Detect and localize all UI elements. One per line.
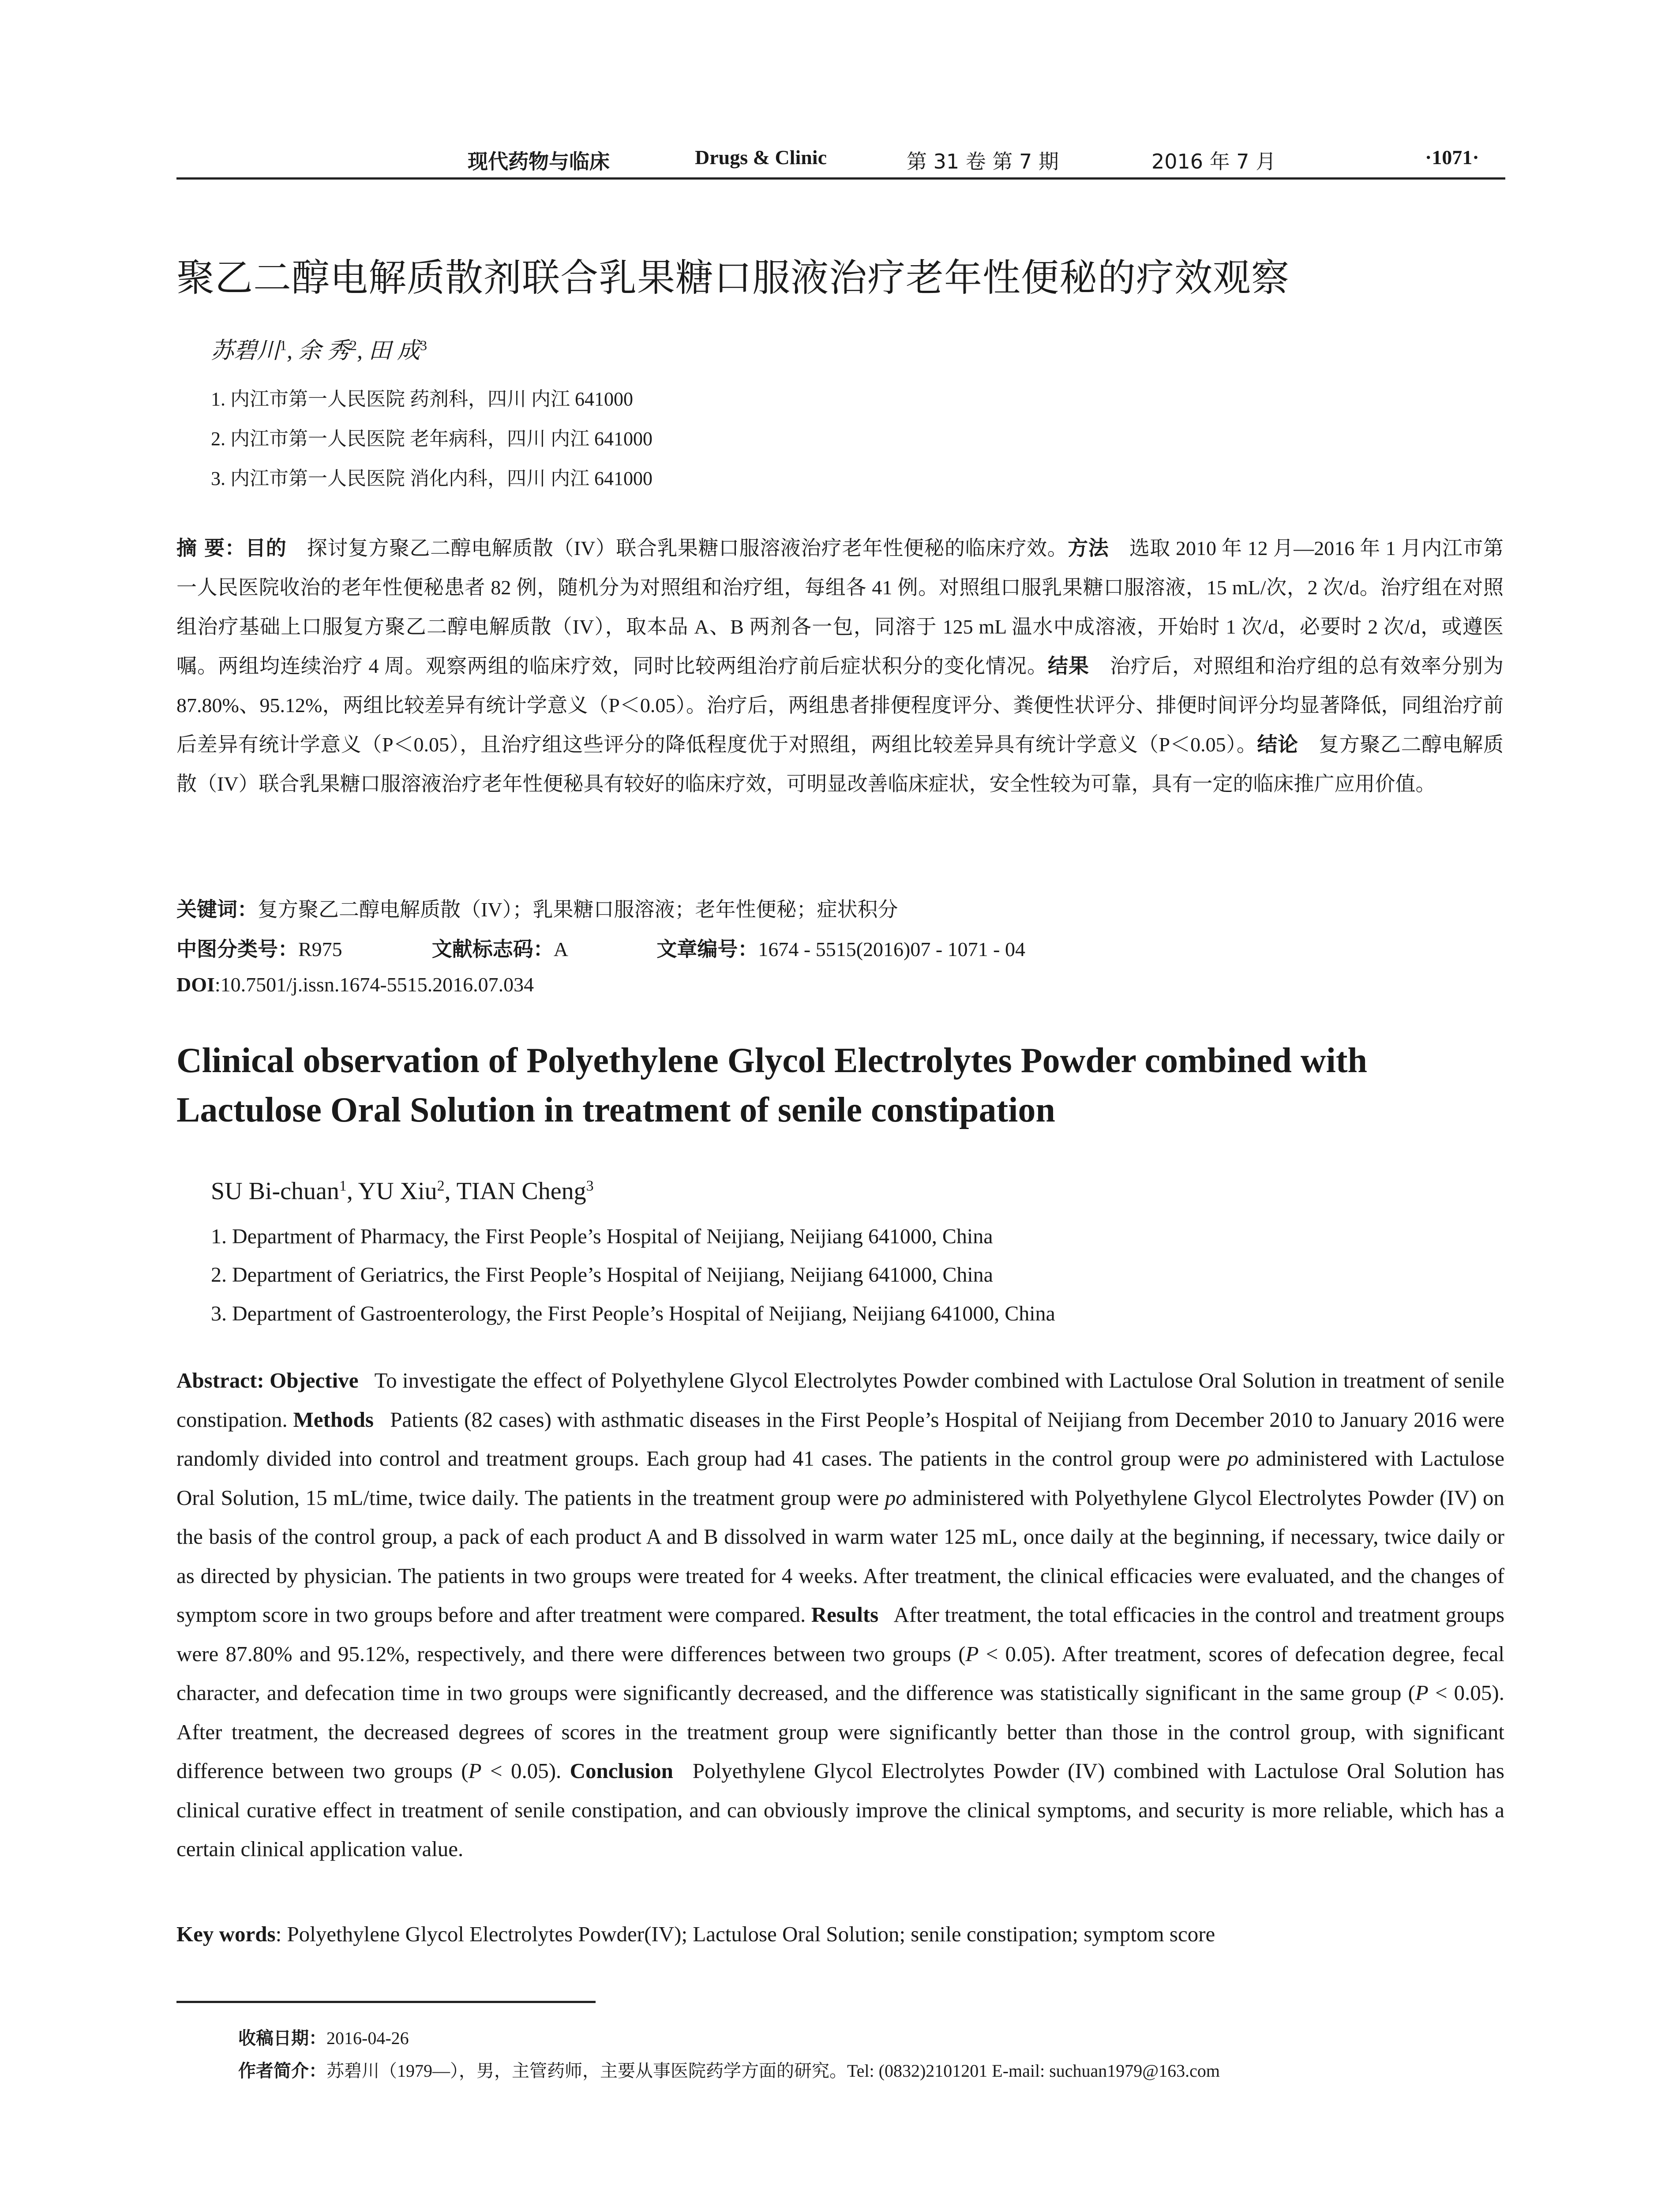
cn-conclusion-text: 复方聚乙二醇电解质散（IV）联合乳果糖口服溶液治疗老年性便秘具有较好的临床疗效，可明显改善临床症状，安全性较为可靠，具有一定的临床推广应用价值。 xyxy=(176,733,1504,795)
cn-objective-label: 目的 xyxy=(245,536,287,560)
cn-doi xyxy=(176,973,534,996)
en-author-sup: 3 xyxy=(586,1178,594,1194)
cn-title: 聚乙二醇电解质散剂联合乳果糖口服液治疗老年性便秘的疗效观察 xyxy=(176,256,1290,300)
en-keywords xyxy=(176,1921,1215,1947)
footnote-received-label: 收稿日期： xyxy=(238,2028,326,2048)
en-affiliation: 1. Department of Pharmacy, the First People’s Hospital of Neijiang, Neijiang 641000, China xyxy=(211,1225,993,1248)
en-keywords-text: : Polyethylene Glycol Electrolytes Powder(IV); Lactulose Oral Solution; senile constipation; symptom score xyxy=(275,1922,1215,1946)
cn-affiliation: 2. 内江市第一人民医院 老年病科，四川 内江 641000 xyxy=(211,428,652,450)
en-keywords-label: Key words xyxy=(176,1922,276,1946)
en-author-name: YU Xiu xyxy=(358,1178,437,1205)
volume-issue: 第 31 卷 第 7 期 xyxy=(907,150,1059,173)
cn-clc-label: 中图分类号： xyxy=(176,937,298,961)
en-abstract-label: Abstract: xyxy=(176,1368,264,1392)
en-p-italic: P xyxy=(965,1641,979,1666)
cn-author-name: 余 秀 xyxy=(298,338,350,364)
en-p-italic: P xyxy=(468,1759,482,1783)
en-po-italic: po xyxy=(1227,1446,1249,1471)
cn-keywords xyxy=(176,893,898,923)
footnote-bio-text: 苏碧川（1979—），男，主管药师，主要从事医院药学方面的研究。Tel: (0832)2101201 E-mail: suchuan1979@163.com xyxy=(326,2061,1220,2081)
cn-author-name: 田 成 xyxy=(368,338,420,364)
running-head xyxy=(176,140,1504,176)
cn-conclusion-label: 结论 xyxy=(1257,732,1298,756)
cn-doi-label: DOI xyxy=(176,973,215,996)
en-objective-label: Objective xyxy=(270,1368,359,1392)
en-results-text: < 0.05). After treatment, scores of defecation degree, fecal character, and defecation time in two groups were significantly decreased, and the difference was statistically significant in the same group ( xyxy=(176,1641,1504,1705)
header-rule xyxy=(176,177,1505,180)
footnote-bio-label: 作者简介： xyxy=(238,2061,326,2081)
cn-results-label: 结果 xyxy=(1048,654,1089,678)
en-methods-text: administered with Lactulose Oral Solution, 15 mL/time, twice daily. The patients in the treatment group were xyxy=(176,1446,1504,1510)
cn-doccode-value: A xyxy=(553,938,567,960)
journal-name-cn: 现代药物与临床 xyxy=(468,150,610,173)
cn-author-sup: 3 xyxy=(420,337,428,353)
en-affiliation: 3. Department of Gastroenterology, the First People’s Hospital of Neijiang, Neijiang 641000, China xyxy=(211,1302,1055,1325)
en-po-italic: po xyxy=(885,1485,907,1510)
en-author-name: TIAN Cheng xyxy=(456,1178,586,1205)
cn-article-no-label: 文章编号： xyxy=(656,937,758,961)
cn-objective-text: 探讨复方聚乙二醇电解质散（IV）联合乳果糖口服溶液治疗老年性便秘的临床疗效。 xyxy=(307,537,1068,559)
en-methods-label: Methods xyxy=(293,1407,374,1432)
cn-methods-text: 选取 2010 年 12 月—2016 年 1 月内江市第一人民医院收治的老年性便秘患者 82 例，随机分为对照组和治疗组，每组各 41 例。对照组口服乳果糖口服溶液，15 mL/次，2 次/d。治疗组在对照组治疗基础上口服复方聚乙二醇电解质散（IV），取本品 A、B 两剂各一包，同溶于 125 mL 温水中成溶液，开始时 1 次/d，必要时 2 次/d，或遵医嘱。两组均连续治疗 4 周。观察两组的临床疗效，同时比较两组治疗前后症状积分的变化情况。 xyxy=(176,537,1504,677)
en-conclusion-label: Conclusion xyxy=(570,1759,673,1783)
cn-doccode-label: 文献标志码： xyxy=(431,937,554,961)
cn-affiliation: 1. 内江市第一人民医院 药剂科，四川 内江 641000 xyxy=(211,388,633,410)
cn-authors: 苏碧川$^1$, 余 秀$^2$, 田 成$^3$ xyxy=(211,337,428,364)
en-results-text: < 0.05). After treatment, the decreased degrees of scores in the treatment group were significantly better than those in the control group, with significant difference between two groups ( xyxy=(176,1681,1504,1783)
cn-abstract xyxy=(176,529,1504,803)
en-authors: SU Bi-chuan$^1$, YU Xiu$^2$, TIAN Cheng$^3$ xyxy=(211,1178,594,1205)
footnote-author-bio xyxy=(238,2057,1220,2082)
en-author-sup: 2 xyxy=(437,1178,445,1194)
issue-date: 2016 年 7 月 xyxy=(1151,150,1276,173)
en-conclusion-text: Polyethylene Glycol Electrolytes Powder (IV) combined with Lactulose Oral Solution has clinical curative effect in treatment of senile constipation, and can obviously improve the clinical symptoms, and security is more reliable, which has a certain clinical application value. xyxy=(176,1759,1504,1861)
en-title: Clinical observation of Polyethylene Glycol Electrolytes Powder combined with Lactulose Oral Solution in treatment of senile constipation xyxy=(176,1041,1367,1129)
cn-keywords-label: 关键词： xyxy=(176,897,258,921)
cn-author-sup: 1 xyxy=(280,337,287,353)
cn-results-text: 治疗后，对照组和治疗组的总有效率分别为 87.80%、95.12%，两组比较差异有统计学意义（P＜0.05）。治疗后，两组患者排便程度评分、粪便性状评分、排便时间评分均显著降低，同组治疗前后差异有统计学意义（P＜0.05），且治疗组这些评分的降低程度优于对照组，两组比较差异具有统计学意义（P＜0.05）。 xyxy=(176,655,1504,756)
cn-clc-value: R975 xyxy=(298,938,342,960)
cn-affiliation: 3. 内江市第一人民医院 消化内科，四川 内江 641000 xyxy=(211,468,652,489)
en-abstract xyxy=(176,1361,1504,1869)
footnote-received xyxy=(238,2024,409,2049)
footnote-rule xyxy=(176,2001,596,2003)
page-number: ·1071· xyxy=(1425,146,1479,169)
en-results-text: After treatment, the total efficacies in the control and treatment groups were 87.80% and 95.12%, respectively, and there were differences between two groups ( xyxy=(176,1602,1505,1666)
en-affiliation: 2. Department of Geriatrics, the First People’s Hospital of Neijiang, Neijiang 641000, China xyxy=(211,1263,993,1287)
en-objective-text: To investigate the effect of Polyethylene Glycol Electrolytes Powder combined with Lactulose Oral Solution in treatment of senile constipation. xyxy=(176,1368,1505,1432)
en-author-sup: 1 xyxy=(339,1178,347,1194)
en-p-italic: P xyxy=(1415,1681,1429,1705)
footnote-received-date: 2016-04-26 xyxy=(326,2028,409,2048)
en-methods-text: administered with Polyethylene Glycol Electrolytes Powder (IV) on the basis of the control group, a pack of each product A and B dissolved in warm water 125 mL, once daily at the beginning, if necessary, twice daily or as directed by physician. The patients in two groups were treated for 4 weeks. After treatment, the clinical efficacies were evaluated, and the changes of symptom score in two groups before and after treatment were compared. xyxy=(176,1485,1504,1627)
cn-abstract-label: 摘 要： xyxy=(176,536,246,560)
en-results-text: < 0.05). xyxy=(481,1759,562,1783)
cn-author-name: 苏碧川 xyxy=(211,338,280,364)
cn-doi-value: :10.7501/j.issn.1674-5515.2016.07.034 xyxy=(214,973,534,996)
cn-methods-label: 方法 xyxy=(1068,536,1109,560)
en-author-name: SU Bi-chuan xyxy=(211,1178,339,1205)
journal-name-en: Drugs & Clinic xyxy=(695,146,827,169)
cn-article-no-value: 1674 - 5515(2016)07 - 1071 - 04 xyxy=(758,938,1025,960)
cn-classification xyxy=(176,933,1025,962)
cn-author-sup: 2 xyxy=(350,337,357,353)
cn-keywords-text: 复方聚乙二醇电解质散（IV）；乳果糖口服溶液；老年性便秘；症状积分 xyxy=(258,898,898,921)
en-results-label: Results xyxy=(811,1602,879,1627)
en-methods-text: Patients (82 cases) with asthmatic diseases in the First People’s Hospital of Neijiang from December 2010 to January 2016 were randomly divided into control and treatment groups. Each group had 41 cases. The patients in the control group were xyxy=(176,1407,1505,1471)
